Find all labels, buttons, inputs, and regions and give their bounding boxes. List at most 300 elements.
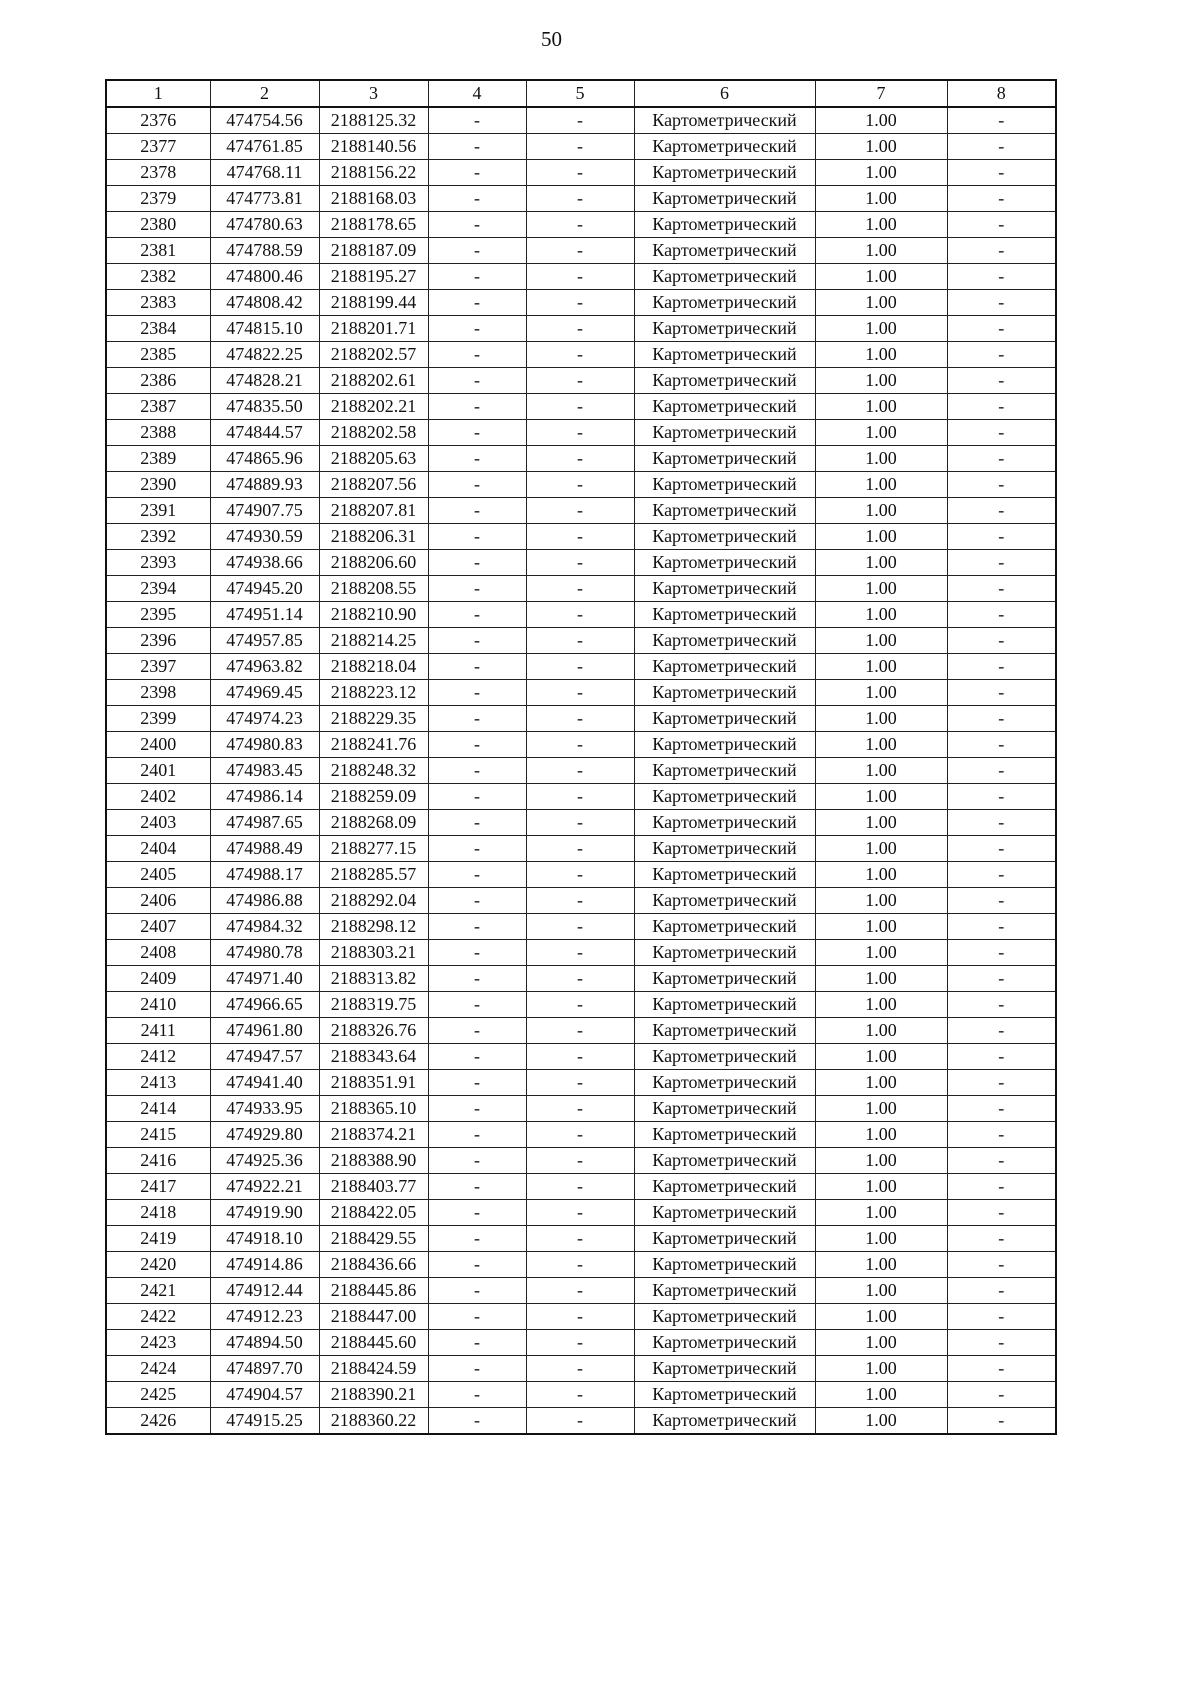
- point-number-cell: 2414: [106, 1096, 210, 1122]
- col5-cell: -: [526, 420, 634, 446]
- col8-cell: -: [947, 446, 1056, 472]
- table-row: [106, 1278, 1056, 1304]
- col5-cell: -: [526, 1044, 634, 1070]
- table-row: [106, 550, 1056, 576]
- x-coordinate-cell: 474963.82: [210, 654, 319, 680]
- col8-cell: -: [947, 862, 1056, 888]
- col4-cell: -: [428, 602, 526, 628]
- accuracy-cell: 1.00: [815, 446, 947, 472]
- col4-cell: -: [428, 1122, 526, 1148]
- x-coordinate-cell: 474987.65: [210, 810, 319, 836]
- col4-cell: -: [428, 1200, 526, 1226]
- col4-cell: -: [428, 914, 526, 940]
- point-number-cell: 2424: [106, 1356, 210, 1382]
- y-coordinate-cell: 2188298.12: [319, 914, 428, 940]
- y-coordinate-cell: 2188202.61: [319, 368, 428, 394]
- y-coordinate-cell: 2188168.03: [319, 186, 428, 212]
- col4-cell: -: [428, 134, 526, 160]
- col4-cell: -: [428, 888, 526, 914]
- point-number-cell: 2404: [106, 836, 210, 862]
- table-row: [106, 836, 1056, 862]
- x-coordinate-cell: 474761.85: [210, 134, 319, 160]
- point-number-cell: 2390: [106, 472, 210, 498]
- col4-cell: -: [428, 1174, 526, 1200]
- accuracy-cell: 1.00: [815, 316, 947, 342]
- table-row: [106, 212, 1056, 238]
- col5-cell: -: [526, 836, 634, 862]
- method-cell: Картометрический: [634, 264, 815, 290]
- point-number-cell: 2382: [106, 264, 210, 290]
- col8-cell: -: [947, 472, 1056, 498]
- point-number-cell: 2419: [106, 1226, 210, 1252]
- col5-cell: -: [526, 940, 634, 966]
- point-number-cell: 2411: [106, 1018, 210, 1044]
- y-coordinate-cell: 2188277.15: [319, 836, 428, 862]
- table-row: [106, 1122, 1056, 1148]
- table-row: [106, 706, 1056, 732]
- table-row: [106, 1096, 1056, 1122]
- table-row: [106, 160, 1056, 186]
- y-coordinate-cell: 2188195.27: [319, 264, 428, 290]
- point-number-cell: 2407: [106, 914, 210, 940]
- col5-cell: -: [526, 576, 634, 602]
- coordinates-table: [105, 79, 1057, 1435]
- y-coordinate-cell: 2188447.00: [319, 1304, 428, 1330]
- col8-cell: -: [947, 1408, 1056, 1435]
- table-row: [106, 862, 1056, 888]
- point-number-cell: 2386: [106, 368, 210, 394]
- y-coordinate-cell: 2188208.55: [319, 576, 428, 602]
- y-coordinate-cell: 2188292.04: [319, 888, 428, 914]
- column-header-1: 1: [106, 80, 210, 107]
- col5-cell: -: [526, 628, 634, 654]
- x-coordinate-cell: 474844.57: [210, 420, 319, 446]
- col4-cell: -: [428, 576, 526, 602]
- method-cell: Картометрический: [634, 1148, 815, 1174]
- accuracy-cell: 1.00: [815, 1018, 947, 1044]
- y-coordinate-cell: 2188202.57: [319, 342, 428, 368]
- point-number-cell: 2393: [106, 550, 210, 576]
- method-cell: Картометрический: [634, 524, 815, 550]
- x-coordinate-cell: 474957.85: [210, 628, 319, 654]
- col5-cell: -: [526, 1226, 634, 1252]
- method-cell: Картометрический: [634, 1200, 815, 1226]
- col5-cell: -: [526, 1148, 634, 1174]
- y-coordinate-cell: 2188343.64: [319, 1044, 428, 1070]
- col8-cell: -: [947, 1018, 1056, 1044]
- col8-cell: -: [947, 290, 1056, 316]
- col8-cell: -: [947, 680, 1056, 706]
- col8-cell: -: [947, 1200, 1056, 1226]
- accuracy-cell: 1.00: [815, 394, 947, 420]
- table-row: [106, 524, 1056, 550]
- x-coordinate-cell: 474835.50: [210, 394, 319, 420]
- col4-cell: -: [428, 732, 526, 758]
- col8-cell: -: [947, 212, 1056, 238]
- y-coordinate-cell: 2188259.09: [319, 784, 428, 810]
- col5-cell: -: [526, 1070, 634, 1096]
- method-cell: Картометрический: [634, 914, 815, 940]
- y-coordinate-cell: 2188424.59: [319, 1356, 428, 1382]
- table-row: [106, 1382, 1056, 1408]
- point-number-cell: 2397: [106, 654, 210, 680]
- y-coordinate-cell: 2188241.76: [319, 732, 428, 758]
- point-number-cell: 2422: [106, 1304, 210, 1330]
- col8-cell: -: [947, 1252, 1056, 1278]
- col5-cell: -: [526, 602, 634, 628]
- accuracy-cell: 1.00: [815, 706, 947, 732]
- y-coordinate-cell: 2188445.60: [319, 1330, 428, 1356]
- x-coordinate-cell: 474800.46: [210, 264, 319, 290]
- col8-cell: -: [947, 810, 1056, 836]
- col4-cell: -: [428, 654, 526, 680]
- col5-cell: -: [526, 394, 634, 420]
- col4-cell: -: [428, 550, 526, 576]
- point-number-cell: 2389: [106, 446, 210, 472]
- table-row: [106, 446, 1056, 472]
- col8-cell: -: [947, 940, 1056, 966]
- accuracy-cell: 1.00: [815, 1122, 947, 1148]
- y-coordinate-cell: 2188207.56: [319, 472, 428, 498]
- col5-cell: -: [526, 1252, 634, 1278]
- accuracy-cell: 1.00: [815, 732, 947, 758]
- col5-cell: -: [526, 888, 634, 914]
- x-coordinate-cell: 474754.56: [210, 107, 319, 134]
- accuracy-cell: 1.00: [815, 186, 947, 212]
- x-coordinate-cell: 474925.36: [210, 1148, 319, 1174]
- col5-cell: -: [526, 238, 634, 264]
- point-number-cell: 2402: [106, 784, 210, 810]
- point-number-cell: 2385: [106, 342, 210, 368]
- col5-cell: -: [526, 316, 634, 342]
- col5-cell: -: [526, 186, 634, 212]
- col4-cell: -: [428, 1330, 526, 1356]
- x-coordinate-cell: 474768.11: [210, 160, 319, 186]
- method-cell: Картометрический: [634, 238, 815, 264]
- y-coordinate-cell: 2188201.71: [319, 316, 428, 342]
- method-cell: Картометрический: [634, 1122, 815, 1148]
- col8-cell: -: [947, 602, 1056, 628]
- y-coordinate-cell: 2188202.58: [319, 420, 428, 446]
- accuracy-cell: 1.00: [815, 1382, 947, 1408]
- col4-cell: -: [428, 1408, 526, 1435]
- x-coordinate-cell: 474933.95: [210, 1096, 319, 1122]
- col5-cell: -: [526, 290, 634, 316]
- method-cell: Картометрический: [634, 1096, 815, 1122]
- point-number-cell: 2412: [106, 1044, 210, 1070]
- method-cell: Картометрический: [634, 1356, 815, 1382]
- x-coordinate-cell: 474974.23: [210, 706, 319, 732]
- y-coordinate-cell: 2188303.21: [319, 940, 428, 966]
- col8-cell: -: [947, 238, 1056, 264]
- col8-cell: -: [947, 420, 1056, 446]
- col8-cell: -: [947, 1070, 1056, 1096]
- col4-cell: -: [428, 316, 526, 342]
- accuracy-cell: 1.00: [815, 680, 947, 706]
- col8-cell: -: [947, 264, 1056, 290]
- method-cell: Картометрический: [634, 1382, 815, 1408]
- point-number-cell: 2376: [106, 107, 210, 134]
- y-coordinate-cell: 2188178.65: [319, 212, 428, 238]
- col5-cell: -: [526, 914, 634, 940]
- accuracy-cell: 1.00: [815, 524, 947, 550]
- table-row: [106, 1018, 1056, 1044]
- accuracy-cell: 1.00: [815, 1200, 947, 1226]
- col5-cell: -: [526, 1174, 634, 1200]
- col4-cell: -: [428, 1382, 526, 1408]
- accuracy-cell: 1.00: [815, 498, 947, 524]
- col5-cell: -: [526, 1382, 634, 1408]
- x-coordinate-cell: 474941.40: [210, 1070, 319, 1096]
- point-number-cell: 2396: [106, 628, 210, 654]
- x-coordinate-cell: 474822.25: [210, 342, 319, 368]
- y-coordinate-cell: 2188199.44: [319, 290, 428, 316]
- accuracy-cell: 1.00: [815, 940, 947, 966]
- method-cell: Картометрический: [634, 1330, 815, 1356]
- point-number-cell: 2383: [106, 290, 210, 316]
- y-coordinate-cell: 2188360.22: [319, 1408, 428, 1435]
- table-row: [106, 1148, 1056, 1174]
- col4-cell: -: [428, 368, 526, 394]
- col5-cell: -: [526, 784, 634, 810]
- accuracy-cell: 1.00: [815, 134, 947, 160]
- method-cell: Картометрический: [634, 472, 815, 498]
- point-number-cell: 2387: [106, 394, 210, 420]
- method-cell: Картометрический: [634, 160, 815, 186]
- col8-cell: -: [947, 1304, 1056, 1330]
- col4-cell: -: [428, 992, 526, 1018]
- method-cell: Картометрический: [634, 784, 815, 810]
- col4-cell: -: [428, 1018, 526, 1044]
- point-number-cell: 2425: [106, 1382, 210, 1408]
- method-cell: Картометрический: [634, 1408, 815, 1435]
- x-coordinate-cell: 474947.57: [210, 1044, 319, 1070]
- method-cell: Картометрический: [634, 680, 815, 706]
- col8-cell: -: [947, 498, 1056, 524]
- point-number-cell: 2417: [106, 1174, 210, 1200]
- x-coordinate-cell: 474912.44: [210, 1278, 319, 1304]
- x-coordinate-cell: 474986.88: [210, 888, 319, 914]
- accuracy-cell: 1.00: [815, 368, 947, 394]
- accuracy-cell: 1.00: [815, 992, 947, 1018]
- page-number: 50: [541, 27, 562, 51]
- accuracy-cell: 1.00: [815, 1174, 947, 1200]
- y-coordinate-cell: 2188319.75: [319, 992, 428, 1018]
- x-coordinate-cell: 474808.42: [210, 290, 319, 316]
- x-coordinate-cell: 474865.96: [210, 446, 319, 472]
- y-coordinate-cell: 2188214.25: [319, 628, 428, 654]
- method-cell: Картометрический: [634, 186, 815, 212]
- table-body: [106, 107, 1056, 1434]
- y-coordinate-cell: 2188268.09: [319, 810, 428, 836]
- point-number-cell: 2388: [106, 420, 210, 446]
- col8-cell: -: [947, 186, 1056, 212]
- col5-cell: -: [526, 1356, 634, 1382]
- column-header-6: 6: [634, 80, 815, 107]
- col5-cell: -: [526, 1408, 634, 1435]
- y-coordinate-cell: 2188205.63: [319, 446, 428, 472]
- column-header-2: 2: [210, 80, 319, 107]
- y-coordinate-cell: 2188210.90: [319, 602, 428, 628]
- col5-cell: -: [526, 1278, 634, 1304]
- point-number-cell: 2401: [106, 758, 210, 784]
- method-cell: Картометрический: [634, 732, 815, 758]
- point-number-cell: 2380: [106, 212, 210, 238]
- x-coordinate-cell: 474984.32: [210, 914, 319, 940]
- y-coordinate-cell: 2188218.04: [319, 654, 428, 680]
- y-coordinate-cell: 2188285.57: [319, 862, 428, 888]
- point-number-cell: 2400: [106, 732, 210, 758]
- col8-cell: -: [947, 368, 1056, 394]
- col5-cell: -: [526, 498, 634, 524]
- method-cell: Картометрический: [634, 1278, 815, 1304]
- col4-cell: -: [428, 420, 526, 446]
- col5-cell: -: [526, 680, 634, 706]
- col5-cell: -: [526, 966, 634, 992]
- table-row: [106, 264, 1056, 290]
- col4-cell: -: [428, 680, 526, 706]
- y-coordinate-cell: 2188125.32: [319, 107, 428, 134]
- point-number-cell: 2392: [106, 524, 210, 550]
- accuracy-cell: 1.00: [815, 602, 947, 628]
- col5-cell: -: [526, 758, 634, 784]
- method-cell: Картометрический: [634, 550, 815, 576]
- x-coordinate-cell: 474773.81: [210, 186, 319, 212]
- col8-cell: -: [947, 1330, 1056, 1356]
- y-coordinate-cell: 2188403.77: [319, 1174, 428, 1200]
- point-number-cell: 2405: [106, 862, 210, 888]
- col8-cell: -: [947, 966, 1056, 992]
- method-cell: Картометрический: [634, 446, 815, 472]
- col4-cell: -: [428, 160, 526, 186]
- x-coordinate-cell: 474986.14: [210, 784, 319, 810]
- col8-cell: -: [947, 1096, 1056, 1122]
- table-row: [106, 368, 1056, 394]
- accuracy-cell: 1.00: [815, 836, 947, 862]
- y-coordinate-cell: 2188207.81: [319, 498, 428, 524]
- col5-cell: -: [526, 1018, 634, 1044]
- y-coordinate-cell: 2188223.12: [319, 680, 428, 706]
- accuracy-cell: 1.00: [815, 420, 947, 446]
- table-row: [106, 316, 1056, 342]
- col4-cell: -: [428, 1044, 526, 1070]
- y-coordinate-cell: 2188206.31: [319, 524, 428, 550]
- col8-cell: -: [947, 836, 1056, 862]
- table-row: [106, 1408, 1056, 1435]
- method-cell: Картометрический: [634, 888, 815, 914]
- col4-cell: -: [428, 212, 526, 238]
- accuracy-cell: 1.00: [815, 810, 947, 836]
- x-coordinate-cell: 474904.57: [210, 1382, 319, 1408]
- table-row: [106, 186, 1056, 212]
- method-cell: Картометрический: [634, 966, 815, 992]
- method-cell: Картометрический: [634, 810, 815, 836]
- method-cell: Картометрический: [634, 498, 815, 524]
- col4-cell: -: [428, 940, 526, 966]
- col4-cell: -: [428, 472, 526, 498]
- col8-cell: -: [947, 992, 1056, 1018]
- x-coordinate-cell: 474922.21: [210, 1174, 319, 1200]
- method-cell: Картометрический: [634, 576, 815, 602]
- accuracy-cell: 1.00: [815, 1356, 947, 1382]
- table-row: [106, 602, 1056, 628]
- x-coordinate-cell: 474945.20: [210, 576, 319, 602]
- accuracy-cell: 1.00: [815, 1304, 947, 1330]
- method-cell: Картометрический: [634, 368, 815, 394]
- y-coordinate-cell: 2188202.21: [319, 394, 428, 420]
- accuracy-cell: 1.00: [815, 264, 947, 290]
- point-number-cell: 2403: [106, 810, 210, 836]
- accuracy-cell: 1.00: [815, 888, 947, 914]
- accuracy-cell: 1.00: [815, 1148, 947, 1174]
- col8-cell: -: [947, 758, 1056, 784]
- col4-cell: -: [428, 1096, 526, 1122]
- method-cell: Картометрический: [634, 134, 815, 160]
- col8-cell: -: [947, 706, 1056, 732]
- col8-cell: -: [947, 160, 1056, 186]
- table-row: [106, 758, 1056, 784]
- point-number-cell: 2398: [106, 680, 210, 706]
- col5-cell: -: [526, 342, 634, 368]
- col4-cell: -: [428, 1278, 526, 1304]
- point-number-cell: 2378: [106, 160, 210, 186]
- col8-cell: -: [947, 1226, 1056, 1252]
- col5-cell: -: [526, 446, 634, 472]
- col4-cell: -: [428, 1252, 526, 1278]
- method-cell: Картометрический: [634, 628, 815, 654]
- y-coordinate-cell: 2188374.21: [319, 1122, 428, 1148]
- point-number-cell: 2379: [106, 186, 210, 212]
- y-coordinate-cell: 2188351.91: [319, 1070, 428, 1096]
- accuracy-cell: 1.00: [815, 576, 947, 602]
- col4-cell: -: [428, 1304, 526, 1330]
- method-cell: Картометрический: [634, 1018, 815, 1044]
- method-cell: Картометрический: [634, 758, 815, 784]
- table-row: [106, 1304, 1056, 1330]
- col4-cell: -: [428, 1148, 526, 1174]
- accuracy-cell: 1.00: [815, 784, 947, 810]
- point-number-cell: 2384: [106, 316, 210, 342]
- col8-cell: -: [947, 316, 1056, 342]
- col4-cell: -: [428, 498, 526, 524]
- col5-cell: -: [526, 706, 634, 732]
- accuracy-cell: 1.00: [815, 1330, 947, 1356]
- x-coordinate-cell: 474915.25: [210, 1408, 319, 1435]
- col5-cell: -: [526, 1304, 634, 1330]
- method-cell: Картометрический: [634, 1070, 815, 1096]
- method-cell: Картометрический: [634, 290, 815, 316]
- point-number-cell: 2406: [106, 888, 210, 914]
- y-coordinate-cell: 2188206.60: [319, 550, 428, 576]
- col8-cell: -: [947, 1356, 1056, 1382]
- col8-cell: -: [947, 107, 1056, 134]
- table-row: [106, 1174, 1056, 1200]
- method-cell: Картометрический: [634, 342, 815, 368]
- point-number-cell: 2416: [106, 1148, 210, 1174]
- accuracy-cell: 1.00: [815, 107, 947, 134]
- point-number-cell: 2377: [106, 134, 210, 160]
- x-coordinate-cell: 474912.23: [210, 1304, 319, 1330]
- col8-cell: -: [947, 524, 1056, 550]
- col8-cell: -: [947, 134, 1056, 160]
- accuracy-cell: 1.00: [815, 862, 947, 888]
- col5-cell: -: [526, 107, 634, 134]
- x-coordinate-cell: 474971.40: [210, 966, 319, 992]
- x-coordinate-cell: 474966.65: [210, 992, 319, 1018]
- col8-cell: -: [947, 1174, 1056, 1200]
- x-coordinate-cell: 474914.86: [210, 1252, 319, 1278]
- table-row: [106, 888, 1056, 914]
